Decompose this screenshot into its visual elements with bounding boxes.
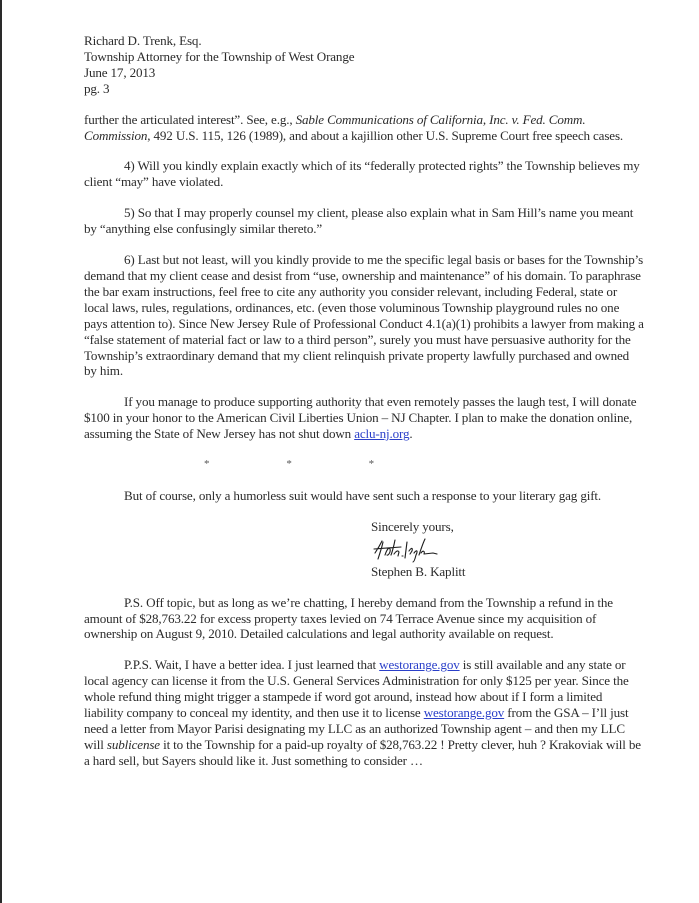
aclu-link[interactable]: aclu-nj.org [354,426,410,442]
pps-text-4: it to the Township for a paid-up royalty of $28,763.22 ! Pretty clever, huh ? Krakoviak will be a hard sell, but Sayers should like it. Just something to consider … [84,736,641,768]
recipient-name: Richard D. Trenk, Esq. [84,33,202,48]
letter-date: June 17, 2013 [84,64,156,80]
paragraph-question-5: 5) So that I may properly counsel my client, please also explain what in Sam Hill’s name you meant by “anything else confusingly similar thereto.” [84,205,634,237]
paragraph-pps [84,657,644,768]
closing-salutation: Sincerely yours, [371,518,454,534]
westorange-gov-link[interactable]: westorange.gov [379,657,460,673]
case-citation: Sable Communications of California, Inc. v. Fed. Comm. Commission [84,111,586,143]
letter-header [84,33,644,97]
pps-text-1: P.P.S. Wait, I have a better idea. I just learned that [124,657,380,673]
paragraph-continuation [84,112,644,144]
donation-period: . [409,426,413,442]
paragraph-humorless: But of course, only a humorless suit would have sent such a response to your literary gag gift. [124,487,602,503]
pps-text-3: from the GSA – I’ll just need a letter from Mayor Parisi designating my LLC as an authorized Township agent – and then my LLC will [84,705,629,752]
paragraph-donation [84,394,644,442]
closing-block [371,519,644,580]
page-number: pg. 3 [84,80,110,96]
continuation-text-2: , 492 U.S. 115, 126 (1989), and about a kajillion other U.S. Supreme Court free speech cases. [147,127,624,143]
paragraph-question-4: 4) Will you kindly explain exactly which of its “federally protected rights” the Township believes my client “may” have violated. [84,158,640,190]
separator-star: * [204,458,210,471]
sublicense-emphasis: sublicense [106,736,160,752]
donation-text: If you manage to produce supporting authority that even remotely passes the laugh test, I will donate $100 in your honor to the American Civil Liberties Union – NJ Chapter. I plan to make the donation online, assuming the State of New Jersey has not shut down [84,394,637,442]
separator-star: * [368,458,374,471]
letter-body [84,33,644,769]
continuation-text-1: further the articulated interest”. See, e.g., [84,111,296,127]
paragraph-question-6: 6) Last but not least, will you kindly provide to me the specific legal basis or bases for the Township’s demand that my client cease and desist from “use, ownership and maintenance” of his domain. To paraphrase the bar exam instructions, feel free to cite any authority you consider relevant, including Federal, state or local laws, rules, regulations, ordinances, etc. (even those voluminous Township playground rules no one pays attention to). Since New Jersey Rule of Professional Conduct 4.1(a)(1) prohibits a lawyer from making a “false statement of material fact or law to a third person”, surely you must have persuasive authority for the Township’s extraordinary demand that my client relinquish private property lawfully purchased and owned by him. [84,252,644,379]
pps-text-2: is still available and any state or local agency can license it from the U.S. General Services Administration for only $125 per year. Since the whole refund thing might trigger a stampede if word got around, instead how about if I form a limited liability company to conceal my identity, and then use it to license [84,657,629,721]
handwritten-signature [371,537,441,563]
westorange-gov-link[interactable]: westorange.gov [423,705,505,721]
section-separator [204,457,374,473]
signer-name: Stephen B. Kaplitt [371,563,466,579]
separator-star: * [286,458,292,471]
paragraph-ps: P.S. Off topic, but as long as we’re chatting, I hereby demand from the Township a refund in the amount of $28,763.22 for excess property taxes levied on 74 Terrace Avenue since my acquisition of ownership on August 9, 2010. Detailed calculations and legal authority available on request. [84,594,613,642]
recipient-title: Township Attorney for the Township of West Orange [84,48,355,64]
